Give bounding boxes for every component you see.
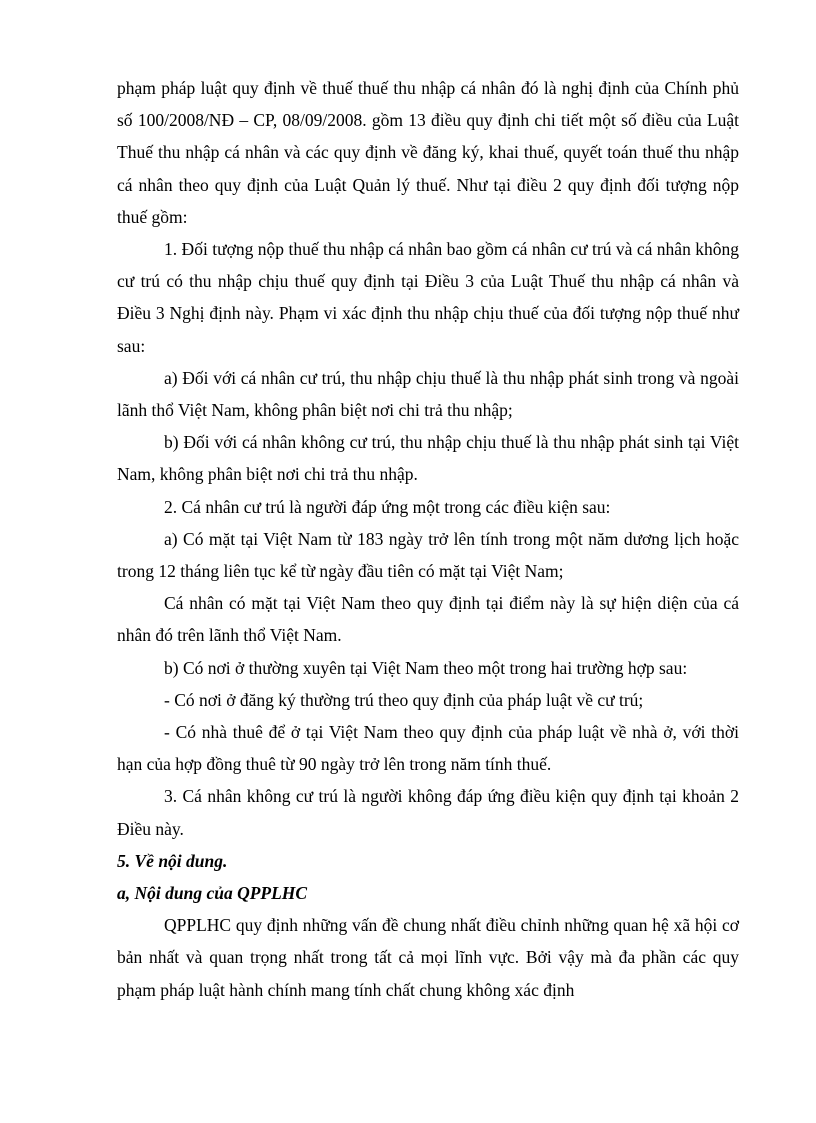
paragraph-item-2a-note: Cá nhân có mặt tại Việt Nam theo quy định tại điểm này là sự hiện diện của cá nhân đó trên lãnh thổ Việt Nam. [117, 593, 739, 646]
paragraph-item-2b-dash-2: - Có nhà thuê để ở tại Việt Nam theo quy định của pháp luật về nhà ở, với thời hạn của hợp đồng thuê từ 90 ngày trở lên trong năm tính thuế. [117, 722, 739, 775]
paragraph-item-2b-dash-1: - Có nơi ở đăng ký thường trú theo quy định của pháp luật về cư trú; [164, 689, 644, 710]
paragraph-item-1: 1. Đối tượng nộp thuế thu nhập cá nhân bao gồm cá nhân cư trú và cá nhân không cư trú có thu nhập chịu thuế quy định tại Điều 3 của Luật Thuế thu nhập cá nhân và Điều 3 Nghị định này. Phạm vi xác định thu nhập chịu thuế của đối tượng nộp thuế như sau: [117, 239, 739, 356]
paragraph-item-2a: a) Có mặt tại Việt Nam từ 183 ngày trở lên tính trong một năm dương lịch hoặc trong 12 tháng liên tục kể từ ngày đầu tiên có mặt tại Việt Nam; [117, 528, 739, 582]
section-heading: 5. Về nội dung. [117, 850, 228, 871]
paragraph-item-1a: a) Đối với cá nhân cư trú, thu nhập chịu thuế là thu nhập phát sinh trong và ngoài lãnh thổ Việt Nam, không phân biệt nơi chi trả thu nhập; [117, 367, 739, 421]
paragraph-item-2b: b) Có nơi ở thường xuyên tại Việt Nam theo một trong hai trường hợp sau: [164, 657, 688, 678]
paragraph-item-3: 3. Cá nhân không cư trú là người không đáp ứng điều kiện quy định tại khoản 2 Điều này. [117, 786, 739, 839]
paragraph-item-1b: b) Đối với cá nhân không cư trú, thu nhập chịu thuế là thu nhập phát sinh tại Việt Nam, không phân biệt nơi chi trả thu nhập. [117, 432, 739, 485]
sub-heading: a, Nội dung của QPPLHC [117, 883, 308, 904]
paragraph-intro: phạm pháp luật quy định về thuế thuế thu nhập cá nhân đó là nghị định của Chính phủ số 100/2008/NĐ – CP, 08/09/2008. gồm 13 điều quy định chi tiết một số điều của Luật Thuế thu nhập cá nhân và các quy định về đăng ký, khai thuế, quyết toán thuế thu nhập cá nhân theo quy định của Luật Quản lý thuế. Như tại điều 2 quy định đối tượng nộp thuế gồm: [117, 78, 739, 227]
paragraph-closing: QPPLHC quy định những vấn đề chung nhất điều chỉnh những quan hệ xã hội cơ bản nhất và quan trọng nhất trong tất cả mọi lĩnh vực. Bởi vậy mà đa phần các quy phạm pháp luật hành chính mang tính chất chung không xác định [117, 915, 739, 1000]
document-body [117, 72, 739, 1006]
paragraph-item-2: 2. Cá nhân cư trú là người đáp ứng một trong các điều kiện sau: [164, 496, 611, 517]
